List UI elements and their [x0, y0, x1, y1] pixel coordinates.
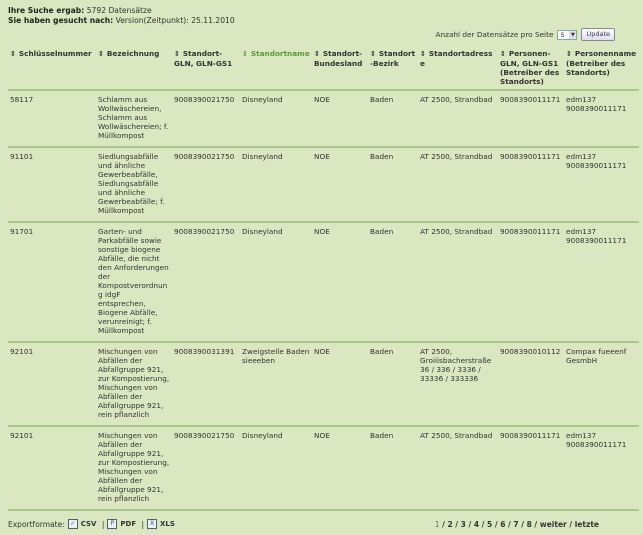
export-pdf-link[interactable]: PDF: [120, 520, 137, 528]
cell-site-state: NOE: [312, 90, 368, 147]
cell-site-district: Baden: [368, 222, 418, 342]
table-row: [8, 222, 639, 342]
cell-site-address: AT 2500, Strandbad: [418, 426, 498, 510]
search-label: Sie haben gesucht nach:: [8, 16, 114, 25]
cell-person-gln: 9008390011171: [498, 147, 564, 222]
sort-icon[interactable]: ⇕: [174, 50, 180, 58]
cell-site-address: AT 2500, Groiiisbacherstraße 36 / 336 / 3336 / 33336 / 333336: [418, 342, 498, 426]
page-link[interactable]: 7: [513, 519, 519, 529]
table-row: [8, 147, 639, 222]
column-header-site-state[interactable]: ⇕ Standort-Bundesland: [314, 49, 363, 68]
page-link[interactable]: 3: [460, 519, 466, 529]
cell-site-district: Baden: [368, 90, 418, 147]
csv-icon[interactable]: ✓: [68, 519, 78, 529]
cell-person-name: Compax fueeenf GesmbH: [564, 342, 639, 426]
cell-person-gln: 9008390011171: [498, 90, 564, 147]
cell-key-number: 91101: [8, 147, 96, 222]
export-csv-link[interactable]: CSV: [80, 520, 97, 528]
cell-site-gln: 9008390031391: [172, 342, 240, 426]
export-xls-link[interactable]: XLS: [160, 520, 175, 528]
sort-icon[interactable]: ⇕: [98, 50, 104, 58]
cell-person-gln: 9008390010112: [498, 342, 564, 426]
cell-site-name: Zweigstelle Baden sieeeben: [240, 342, 312, 426]
cell-person-name: edm137 9008390011171: [564, 90, 639, 147]
cell-site-name: Disneyland: [240, 147, 312, 222]
records-per-page: [8, 28, 615, 41]
cell-designation: Mischungen von Abfällen der Abfallgruppe 921, zur Kompostierung, Mischungen von Abfällen der Abfallgruppe 921, rein pflanzlich: [96, 342, 172, 426]
export-formats: Exportformate: ✓ CSV | P PDF | X XLS: [8, 519, 175, 529]
result-count: 5792 Datensätze: [86, 6, 152, 15]
cell-key-number: 92101: [8, 342, 96, 426]
column-header-designation[interactable]: ⇕ Bezeichnung: [98, 49, 160, 58]
cell-site-address: AT 2500, Strandbad: [418, 147, 498, 222]
cell-key-number: 91701: [8, 222, 96, 342]
per-page-label: Anzahl der Datensätze pro Seite: [435, 30, 554, 39]
column-header-key-number[interactable]: ⇕ Schlüsselnummer: [10, 49, 92, 58]
column-header-site-gln[interactable]: ⇕ Standort-GLN, GLN-GS1: [174, 49, 233, 68]
sort-icon[interactable]: ⇕: [314, 50, 320, 58]
cell-site-state: NOE: [312, 147, 368, 222]
cell-site-address: AT 2500, Strandbad: [418, 222, 498, 342]
pdf-icon[interactable]: P: [107, 519, 117, 529]
column-header-person-gln[interactable]: ⇕ Personen-GLN, GLN-GS1 (Betreiber des Standorts): [500, 49, 560, 86]
search-criteria: Version(Zeitpunkt): 25.11.2010: [115, 16, 235, 25]
cell-person-name: edm137 9008390011171: [564, 222, 639, 342]
table-row: [8, 426, 639, 510]
sort-icon[interactable]: ⇕: [370, 50, 376, 58]
page-link[interactable]: 4: [473, 519, 480, 529]
cell-site-gln: 9008390021750: [172, 147, 240, 222]
next-page-link[interactable]: weiter: [539, 519, 567, 529]
results-table: [8, 49, 639, 511]
sort-icon[interactable]: ⇕: [10, 50, 16, 58]
column-header-site-district[interactable]: ⇕ Standort-Bezirk: [370, 49, 416, 68]
table-row: [8, 342, 639, 426]
page-link[interactable]: 2: [447, 519, 453, 529]
cell-site-state: NOE: [312, 222, 368, 342]
page-link: 1: [434, 519, 440, 529]
pagination: 1 / 2 / 3 / 4 / 5 / 6 / 7 / 8 / weiter / letzte: [434, 519, 599, 529]
cell-person-name: edm137 9008390011171: [564, 147, 639, 222]
cell-site-gln: 9008390021750: [172, 222, 240, 342]
page-link[interactable]: 5: [487, 519, 493, 529]
cell-designation: Siedlungsabfälle und ähnliche Gewerbeabfälle, Siedlungsabfälle und ähnliche Gewerbeabfälle; f. Müllkompost: [96, 147, 172, 222]
cell-designation: Garten- und Parkabfälle sowie sonstige biogene Abfälle, die nicht den Anforderungen der Kompostverordnung idgF entsprechen, Biogene Abfälle, verunreinigt; f. Müllkompost: [96, 222, 172, 342]
export-label: Exportformate:: [8, 519, 65, 529]
sort-icon[interactable]: ⇕: [566, 50, 572, 58]
column-header-person-name[interactable]: ⇕ Personenname (Betreiber des Standorts): [566, 49, 637, 77]
cell-person-gln: 9008390011171: [498, 222, 564, 342]
cell-site-gln: 9008390021750: [172, 426, 240, 510]
cell-site-state: NOE: [312, 426, 368, 510]
table-row: [8, 90, 639, 147]
last-page-link[interactable]: letzte: [574, 519, 599, 529]
update-button[interactable]: Update: [581, 28, 615, 41]
column-header-site-address[interactable]: ⇕ Standortadresse: [420, 49, 493, 68]
cell-designation: Mischungen von Abfällen der Abfallgruppe 921, zur Kompostierung, Mischungen von Abfällen der Abfallgruppe 921, rein pflanzlich: [96, 426, 172, 510]
cell-site-name: Disneyland: [240, 90, 312, 147]
sort-icon[interactable]: ⇕: [420, 50, 426, 58]
xls-icon[interactable]: X: [147, 519, 157, 529]
cell-key-number: 58117: [8, 90, 96, 147]
column-header-site-name[interactable]: ⇕ Standortname: [242, 49, 310, 58]
cell-designation: Schlamm aus Wollwäschereien, Schlamm aus Wollwäschereien; f. Müllkompost: [96, 90, 172, 147]
cell-person-name: edm137 9008390011171: [564, 426, 639, 510]
search-summary: [8, 6, 639, 26]
result-label: Ihre Suche ergab:: [8, 6, 85, 15]
chevron-down-icon: ▼: [571, 31, 575, 38]
cell-site-state: NOE: [312, 342, 368, 426]
cell-person-gln: 9008390011171: [498, 426, 564, 510]
cell-site-name: Disneyland: [240, 426, 312, 510]
cell-site-district: Baden: [368, 426, 418, 510]
page-link[interactable]: 6: [500, 519, 506, 529]
page-link[interactable]: 8: [526, 519, 532, 529]
cell-site-name: Disneyland: [240, 222, 312, 342]
cell-site-gln: 9008390021750: [172, 90, 240, 147]
cell-site-district: Baden: [368, 342, 418, 426]
cell-key-number: 92101: [8, 426, 96, 510]
cell-site-address: AT 2500, Strandbad: [418, 90, 498, 147]
cell-site-district: Baden: [368, 147, 418, 222]
per-page-select[interactable]: 5 ▼: [557, 30, 577, 40]
sort-icon[interactable]: ⇕: [500, 50, 506, 58]
sort-icon[interactable]: ⇕: [242, 50, 248, 58]
